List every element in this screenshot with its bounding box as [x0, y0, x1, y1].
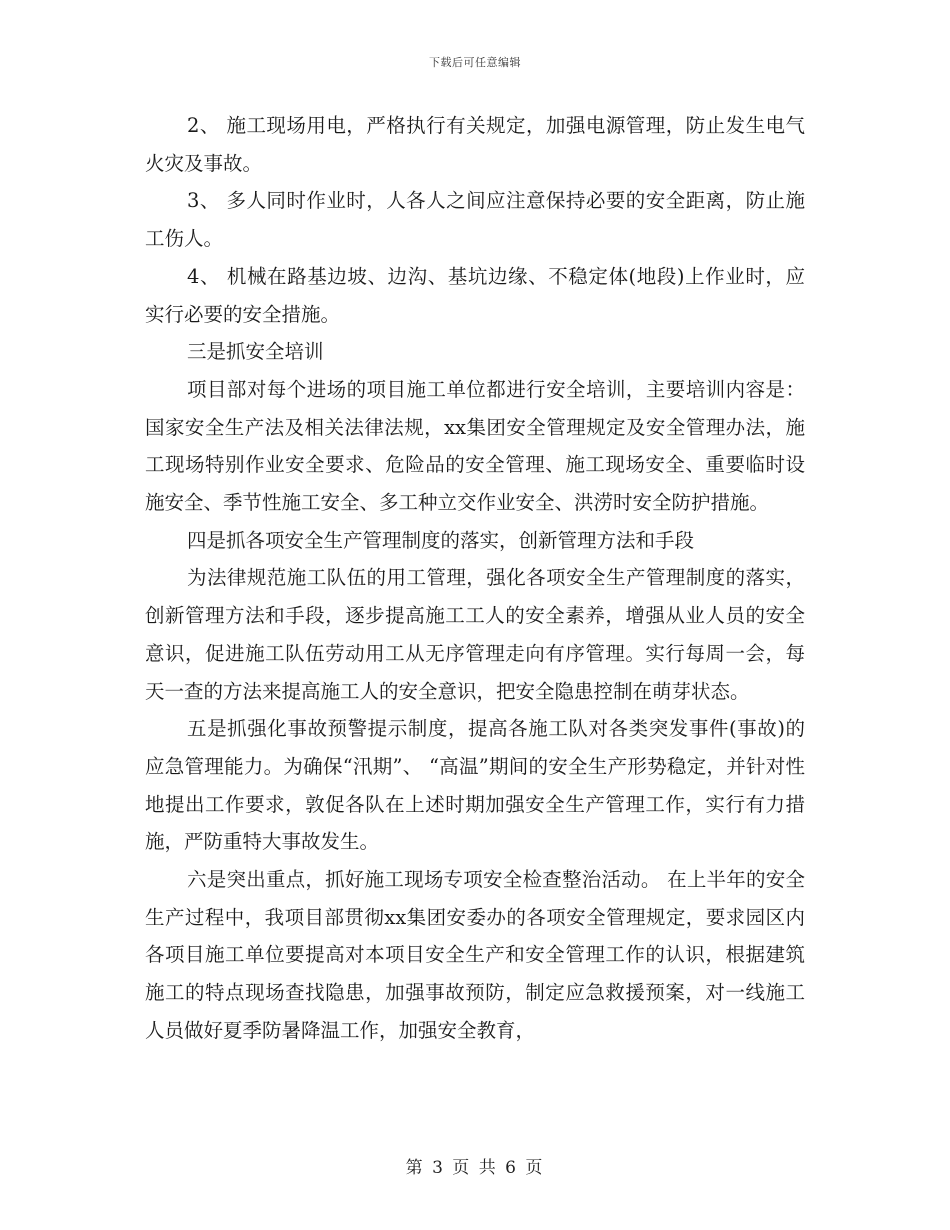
section-heading-systems: 四是抓各项安全生产管理制度的落实，创新管理方法和手段: [187, 528, 695, 552]
page-number: 第 3 页 共 6 页: [405, 1158, 545, 1178]
page-header: 下载后可任意编辑: [429, 56, 521, 69]
section-heading-training: 三是抓安全培训: [187, 340, 324, 364]
paragraph-training: 项目部对每个进场的项目施工单位都进行安全培训，主要培训内容是：国家安全生产法及相关法律法规，xx集团安全管理规定及安全管理办法，施工现场特别作业安全要求、危险品的安全管理、施工现场安全、重要临时设施安全、季节性施工安全、多工种立交作业安全、洪涝时安全防护措施。: [145, 377, 805, 515]
paragraph-item-4-machinery: 4、 机械在路基边坡、边沟、基坑边缘、不稳定体(地段)上作业时，应实行必要的安全措施。: [145, 264, 805, 326]
document-body: [145, 107, 805, 1050]
paragraph-inspection: 六是突出重点，抓好施工现场专项安全检查整治活动。 在上半年的安全生产过程中，我项目部贯彻xx集团安委办的各项安全管理规定，要求园区内各项目施工单位要提高对本项目安全生产和安全管理工作的认识，根据建筑施工的特点现场查找隐患，加强事故预防，制定应急救援预案，对一线施工人员做好夏季防暑降温工作，加强安全教育，: [145, 868, 805, 1042]
paragraph-item-3-distance: 3、 多人同时作业时，人各人之间应注意保持必要的安全距离，防止施工伤人。: [145, 189, 805, 251]
paragraph-warning-system: 五是抓强化事故预警提示制度，提高各施工队对各类突发事件(事故)的应急管理能力。为确保“汛期”、 “高温”期间的安全生产形势稳定，并针对性地提出工作要求，敦促各队在上述时期加强安全生产管理工作，实行有力措施，严防重特大事故发生。: [145, 717, 805, 854]
paragraph-item-2-power: 2、 施工现场用电，严格执行有关规定，加强电源管理，防止发生电气火灾及事故。: [145, 114, 805, 175]
paragraph-systems: 为法律规范施工队伍的用工管理，强化各项安全生产管理制度的落实，创新管理方法和手段，逐步提高施工工人的安全素养，增强从业人员的安全意识，促进施工队伍劳动用工从无序管理走向有序管理。实行每周一会，每天一查的方法来提高施工人的安全意识，把安全隐患控制在萌芽状态。: [145, 566, 805, 703]
